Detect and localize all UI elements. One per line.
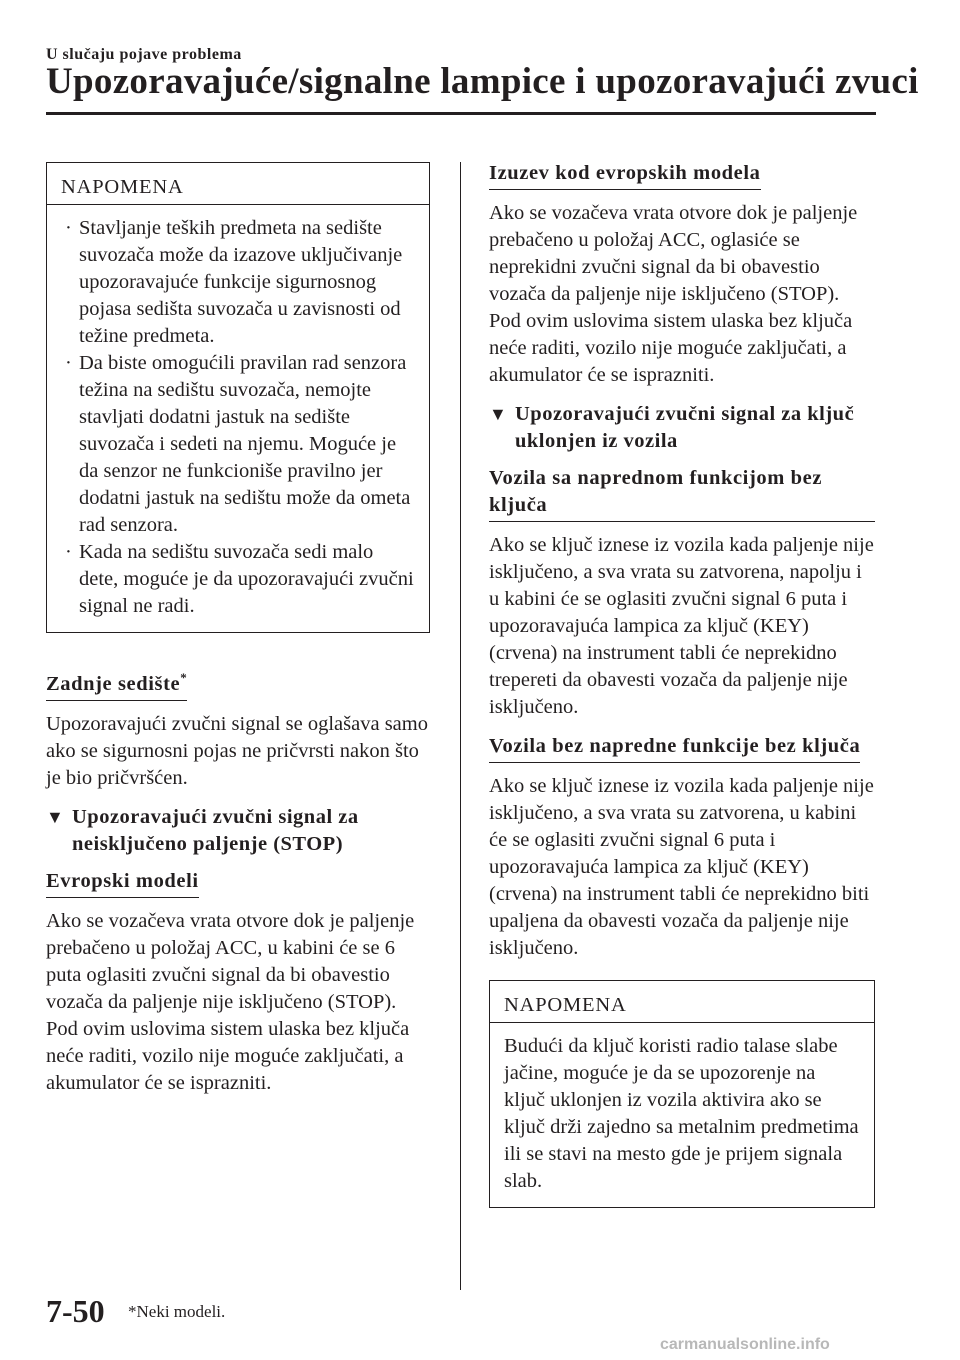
advanced-keyless-heading: Vozila sa naprednom funkcijom bez ključa [489, 465, 875, 522]
footnote-mark: * [180, 670, 188, 686]
non-eu-text: Ako se vozačeva vrata otvore dok je paljenje prebačeno u položaj ACC, oglasiće se neprekidni zvučni signal da bi obavestio vozača da paljenje nije isključeno (STOP). Pod ovim uslovima sistem ulaska bez ključa neće raditi, vozilo nije moguće zaključati, a akumulator će se isprazniti. [489, 202, 858, 386]
bullet-icon: · [65, 217, 72, 239]
section-kicker: U slučaju pojave problema [46, 46, 242, 63]
eu-models-heading: Evropski modeli [46, 868, 199, 898]
note-body-2 [490, 1023, 874, 1207]
right-column [489, 160, 875, 1246]
note-heading: NAPOMENA [47, 163, 429, 205]
triangle-down-icon: ▼ [46, 807, 65, 827]
note-box-2 [489, 980, 875, 1208]
note-box [46, 162, 430, 633]
bullet-icon: · [65, 352, 72, 374]
note-item [61, 215, 415, 350]
note-heading-2: NAPOMENA [490, 981, 874, 1023]
note-list [61, 215, 415, 620]
column-divider [460, 162, 461, 1290]
non-eu-heading: Izuzev kod evropskih modela [489, 160, 761, 190]
key-removed-heading [489, 401, 875, 455]
basic-keyless-heading: Vozila bez napredne funkcije bez ključa [489, 733, 860, 763]
watermark: carmanualsonline.info [660, 1336, 830, 1353]
triangle-down-icon: ▼ [489, 404, 508, 424]
rear-seat-text: Upozoravajući zvučni signal se oglašava samo ako se sigurnosni pojas ne pričvrsti nakon što je bio pričvršćen. [46, 713, 428, 789]
note-item-text: Kada na sedištu suvozača sedi malo dete, moguće je da upozoravajući zvučni signal ne radi. [79, 541, 414, 617]
basic-keyless-text: Ako se ključ iznese iz vozila kada paljenje nije isključeno, a sva vrata su zatvorena, u kabini će se oglasiti zvučni signal 6 puta i upozoravajuća lampica za ključ (KEY) (crvena) na instrument tabli će neprekidno biti upaljena da obavesti vozača da paljenje nije isključeno. [489, 775, 874, 959]
page-title: Upozoravajuće/signalne lampice i upozoravajući zvuci [46, 61, 919, 102]
title-rule [46, 112, 876, 115]
footnote: *Neki modeli. [128, 1302, 226, 1321]
advanced-keyless-text: Ako se ključ iznese iz vozila kada paljenje nije isključeno, a sva vrata su zatvorena, napolju i u kabini će se oglasiti zvučni signal 6 puta i upozoravajuća lampica za ključ (KEY) (crvena) na instrument tabli će neprekidno trepereti da obavesti vozača da paljenje nije isključeno. [489, 534, 874, 718]
note-item-text: Da biste omogućili pravilan rad senzora težina na sedištu suvozača, nemojte stavljati dodatni jastuk na sedište suvozača i sedeti na njemu. Moguće je da senzor ne funkcioniše pravilno jer dodatni jastuk na sedištu može da ometa rad senzora. [79, 352, 411, 536]
note-item [61, 539, 415, 620]
note-text-2: Budući da ključ koristi radio talase slabe jačine, moguće je da se upozorenje na ključ uklonjen iz vozila aktivira ako se ključ drži zajedno sa metalnim predmetima ili se stavi na mesto gde je prijem signala slab. [504, 1035, 859, 1192]
eu-models-text: Ako se vozačeva vrata otvore dok je paljenje prebačeno u položaj ACC, u kabini će se 6 puta oglasiti zvučni signal da bi obavestio vozača da paljenje nije isključeno (STOP). Pod ovim uslovima sistem ulaska bez ključa neće raditi, vozilo nije moguće zaključati, a akumulator će se isprazniti. [46, 910, 415, 1094]
left-column [46, 162, 430, 1109]
note-item-text: Stavljanje teških predmeta na sedište suvozača može da izazove uključivanje upozoravajuće funkcije sigurnosnog pojasa sedišta suvozača u zavisnosti od težine predmeta. [79, 217, 403, 347]
ignition-warning-heading [46, 804, 430, 858]
page-number: 7-50 [46, 1293, 105, 1329]
key-removed-heading-text: Upozoravajući zvučni signal za ključ uklonjen iz vozila [515, 403, 855, 452]
rear-seat-heading-text: Zadnje sedište [46, 673, 181, 695]
bullet-icon: · [65, 541, 72, 563]
rear-seat-heading [46, 671, 187, 701]
note-body [47, 205, 429, 632]
note-item [61, 350, 415, 539]
ignition-warning-heading-text: Upozoravajući zvučni signal za neisključeno paljenje (STOP) [72, 806, 359, 855]
